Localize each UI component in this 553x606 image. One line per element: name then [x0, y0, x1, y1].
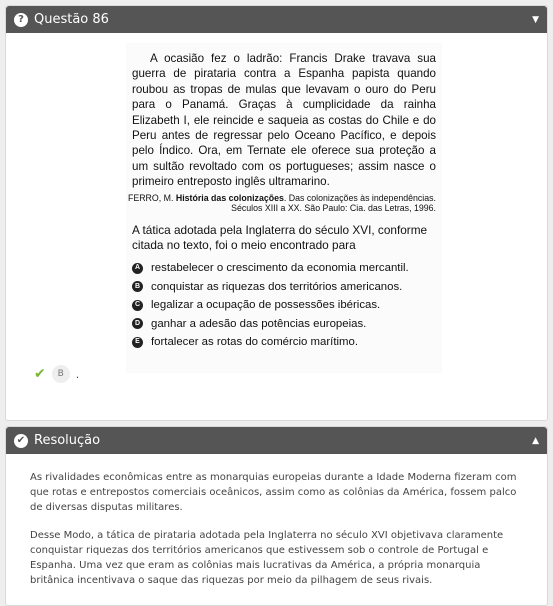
passage — [126, 43, 442, 190]
passage-text: A ocasião fez o ladrão: Francis Drake travava sua guerra de pirataria contra a Espanha papista quando roubou as tropas de mulas que levavam o ouro do Peru para o Panamá. Graças à cumplicidade da rainha Elizabeth I, ele reincide e saqueia as costas do Chile e do Peru antes de regressar pelo Oceano Pacífico, e depois pelo Índico. Ora, em Ternate ele oferece sua proteção a um sultão revoltado com os portugueses; assim nasce o primeiro entreposto inglês ultramarino. — [132, 52, 436, 189]
citation — [126, 193, 436, 213]
resolution-paragraph: As rivalidades econômicas entre as monarquias europeias durante a Idade Moderna fizeram com que rotas e entrepostos comerciais oceânicos, assim como as colônias da América, fossem palco de diversas disputas militares. — [30, 472, 517, 513]
citation-title: História das colonizações — [175, 192, 284, 203]
question-title: Questão 86 — [34, 12, 109, 27]
option-letter: D — [132, 318, 143, 329]
option-letter: E — [132, 337, 143, 348]
resolution-paragraph: Desse Modo, a tática de pirataria adotada pela Inglaterra no século XVI objetivava claramente conquistar riquezas dos territórios americanos que estivessem sob o controle de Portugal e Espanha. Uma vez que eram as colônias mais lucrativas da América, a própria monarquia britânica incentivava o saque das riquezas por meio da pilhagem de seus rivais. — [30, 530, 504, 586]
option-text: fortalecer as rotas do comércio marítimo. — [151, 336, 359, 349]
option-letter: B — [132, 281, 143, 292]
resolution-panel — [5, 426, 548, 606]
resolution-body — [6, 454, 547, 588]
option-text: ganhar a adesão das potências europeias. — [151, 317, 367, 330]
checkmark-icon: ✔ — [34, 366, 46, 382]
option-b — [132, 280, 442, 294]
option-d — [132, 317, 442, 331]
question-panel-header[interactable] — [6, 6, 547, 33]
option-a — [132, 261, 442, 275]
question-image — [126, 43, 442, 373]
check-circle-icon: ✔ — [14, 434, 28, 448]
option-letter: C — [132, 300, 143, 311]
resolution-panel-header[interactable] — [6, 427, 547, 454]
citation-rest: . Das colonizações às independências. Séculos XIII a XX. São Paulo: Cia. das Letras, 1996. — [231, 192, 436, 213]
caret-up-icon[interactable]: ▲ — [532, 435, 539, 446]
answer-row — [34, 365, 79, 383]
option-text: legalizar a ocupação de possessões ibéricas. — [151, 299, 381, 312]
option-text: restabelecer o crescimento da economia mercantil. — [151, 262, 409, 275]
answer-suffix: . — [75, 367, 80, 381]
option-text: conquistar as riquezas dos territórios americanos. — [151, 280, 403, 293]
option-letter: A — [132, 263, 143, 274]
question-body — [6, 33, 547, 419]
resolution-title: Resolução — [34, 433, 101, 448]
option-c — [132, 298, 442, 312]
citation-author: FERRO, M. — [127, 192, 174, 203]
option-e — [132, 335, 442, 349]
question-circle-icon: ? — [14, 13, 28, 27]
caret-down-icon[interactable]: ▼ — [532, 14, 539, 25]
question-prompt: A tática adotada pela Inglaterra do século XVI, conforme citada no texto, foi o meio encontrado para — [132, 223, 428, 253]
answer-badge: B — [52, 365, 70, 383]
options-list — [132, 261, 442, 349]
question-panel — [5, 5, 548, 421]
